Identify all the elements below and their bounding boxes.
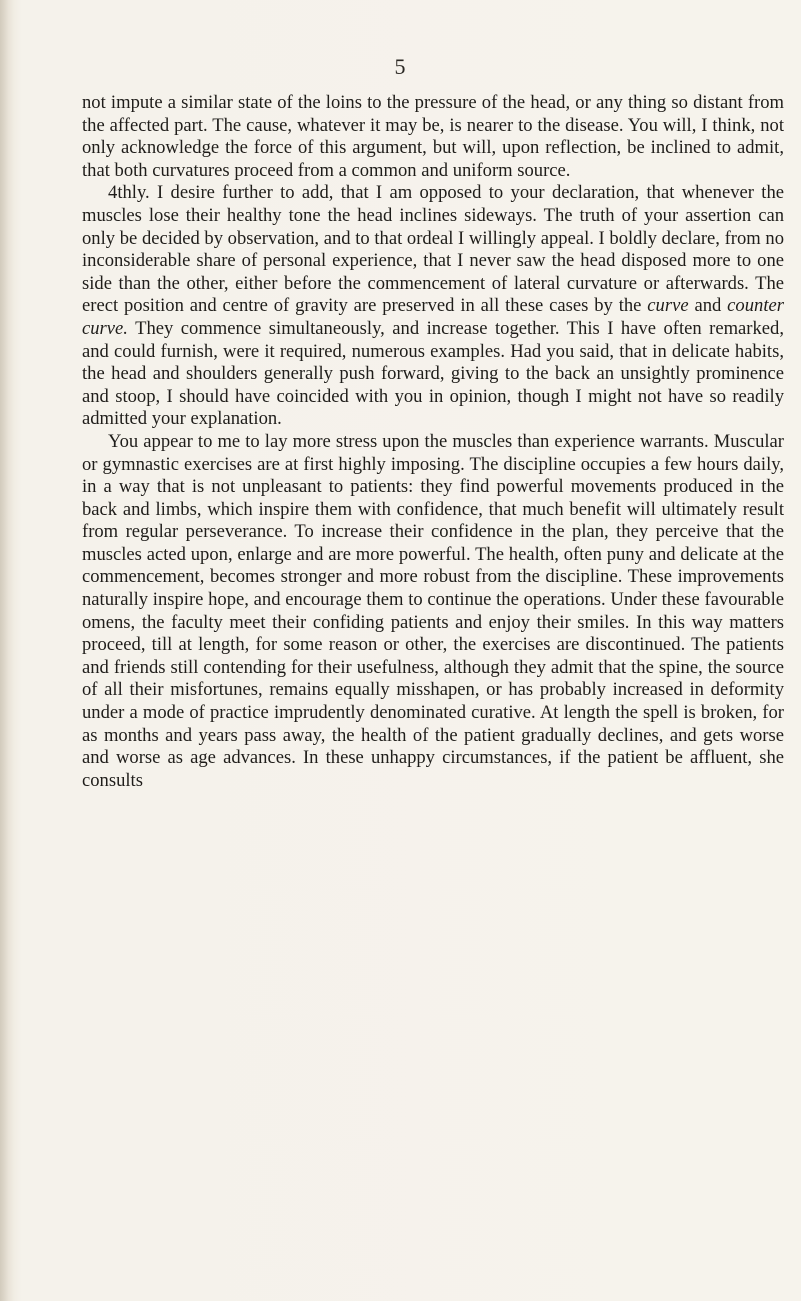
binding-gutter-shadow bbox=[0, 0, 14, 1301]
page-number: 5 bbox=[394, 54, 407, 79]
paragraph-3: You appear to me to lay more stress upon the muscles than experience warrants. Muscular or gymnastic exercises are at first highly imposing. The discipline occupies a few hours daily, in a way that is not unpleasant to patients: they find powerful movements produced in the back and limbs, which inspire them with confidence, that much benefit will ultimately result from regular perseverance. To increase their confidence in the plan, they perceive that the muscles acted upon, enlarge and are more powerful. The health, often puny and delicate at the commencement, becomes stronger and more robust from the discipline. These improvements naturally inspire hope, and encourage them to continue the operations. Under these favourable omens, the faculty meet their confiding patients and enjoy their smiles. In this way matters proceed, till at length, for some reason or other, the exercises are discontinued. The patients and friends still contending for their usefulness, although they admit that the spine, the source of all their misfortunes, remains equally misshapen, or has probably increased in deformity under a mode of practice imprudently denominated curative. At length the spell is broken, for as months and years pass away, the health of the patient gradually declines, and gets worse and worse as age advances. In these unhappy circumstances, if the patient be affluent, she consults bbox=[82, 430, 784, 791]
paragraph-2-text-a: 4thly. I desire further to add, that I am opposed to your declaration, that whenever the muscles lose their healthy tone the head inclines sideways. The truth of your assertion can only be decided by observation, and to that ordeal I willingly appeal. I boldly declare, from no inconsiderable share of personal experience, that I never saw the head disposed more to one side than the other, either before the commencement of lateral curvature or afterwards. The erect position and centre of gravity are preserved in all these cases by the bbox=[82, 182, 784, 317]
paragraph-2-text-c: They commence simultaneously, and increase together. This I have often remarked, and could furnish, were it required, numerous examples. Had you said, that in delicate habits, the head and shoulders generally push forward, giving to the back an unsightly prominence and stoop, I should have coincided with you in opinion, though I might not have so readily admitted your explanation. bbox=[82, 317, 784, 430]
paragraph-2 bbox=[82, 182, 784, 431]
paragraph-2-italic-curve: curve bbox=[647, 295, 689, 317]
paragraph-2-italic-counter-curve: counter curve. bbox=[82, 295, 784, 339]
paragraph-2-text-b: and bbox=[688, 295, 728, 317]
body-text bbox=[82, 92, 784, 792]
paragraph-1: not impute a similar state of the loins to the pressure of the head, or any thing so distant from the affected part. The cause, whatever it may be, is nearer to the disease. You will, I think, not only acknowledge the force of this argument, but will, upon reflection, be inclined to admit, that both curvatures proceed from a common and uniform source. bbox=[82, 92, 784, 181]
